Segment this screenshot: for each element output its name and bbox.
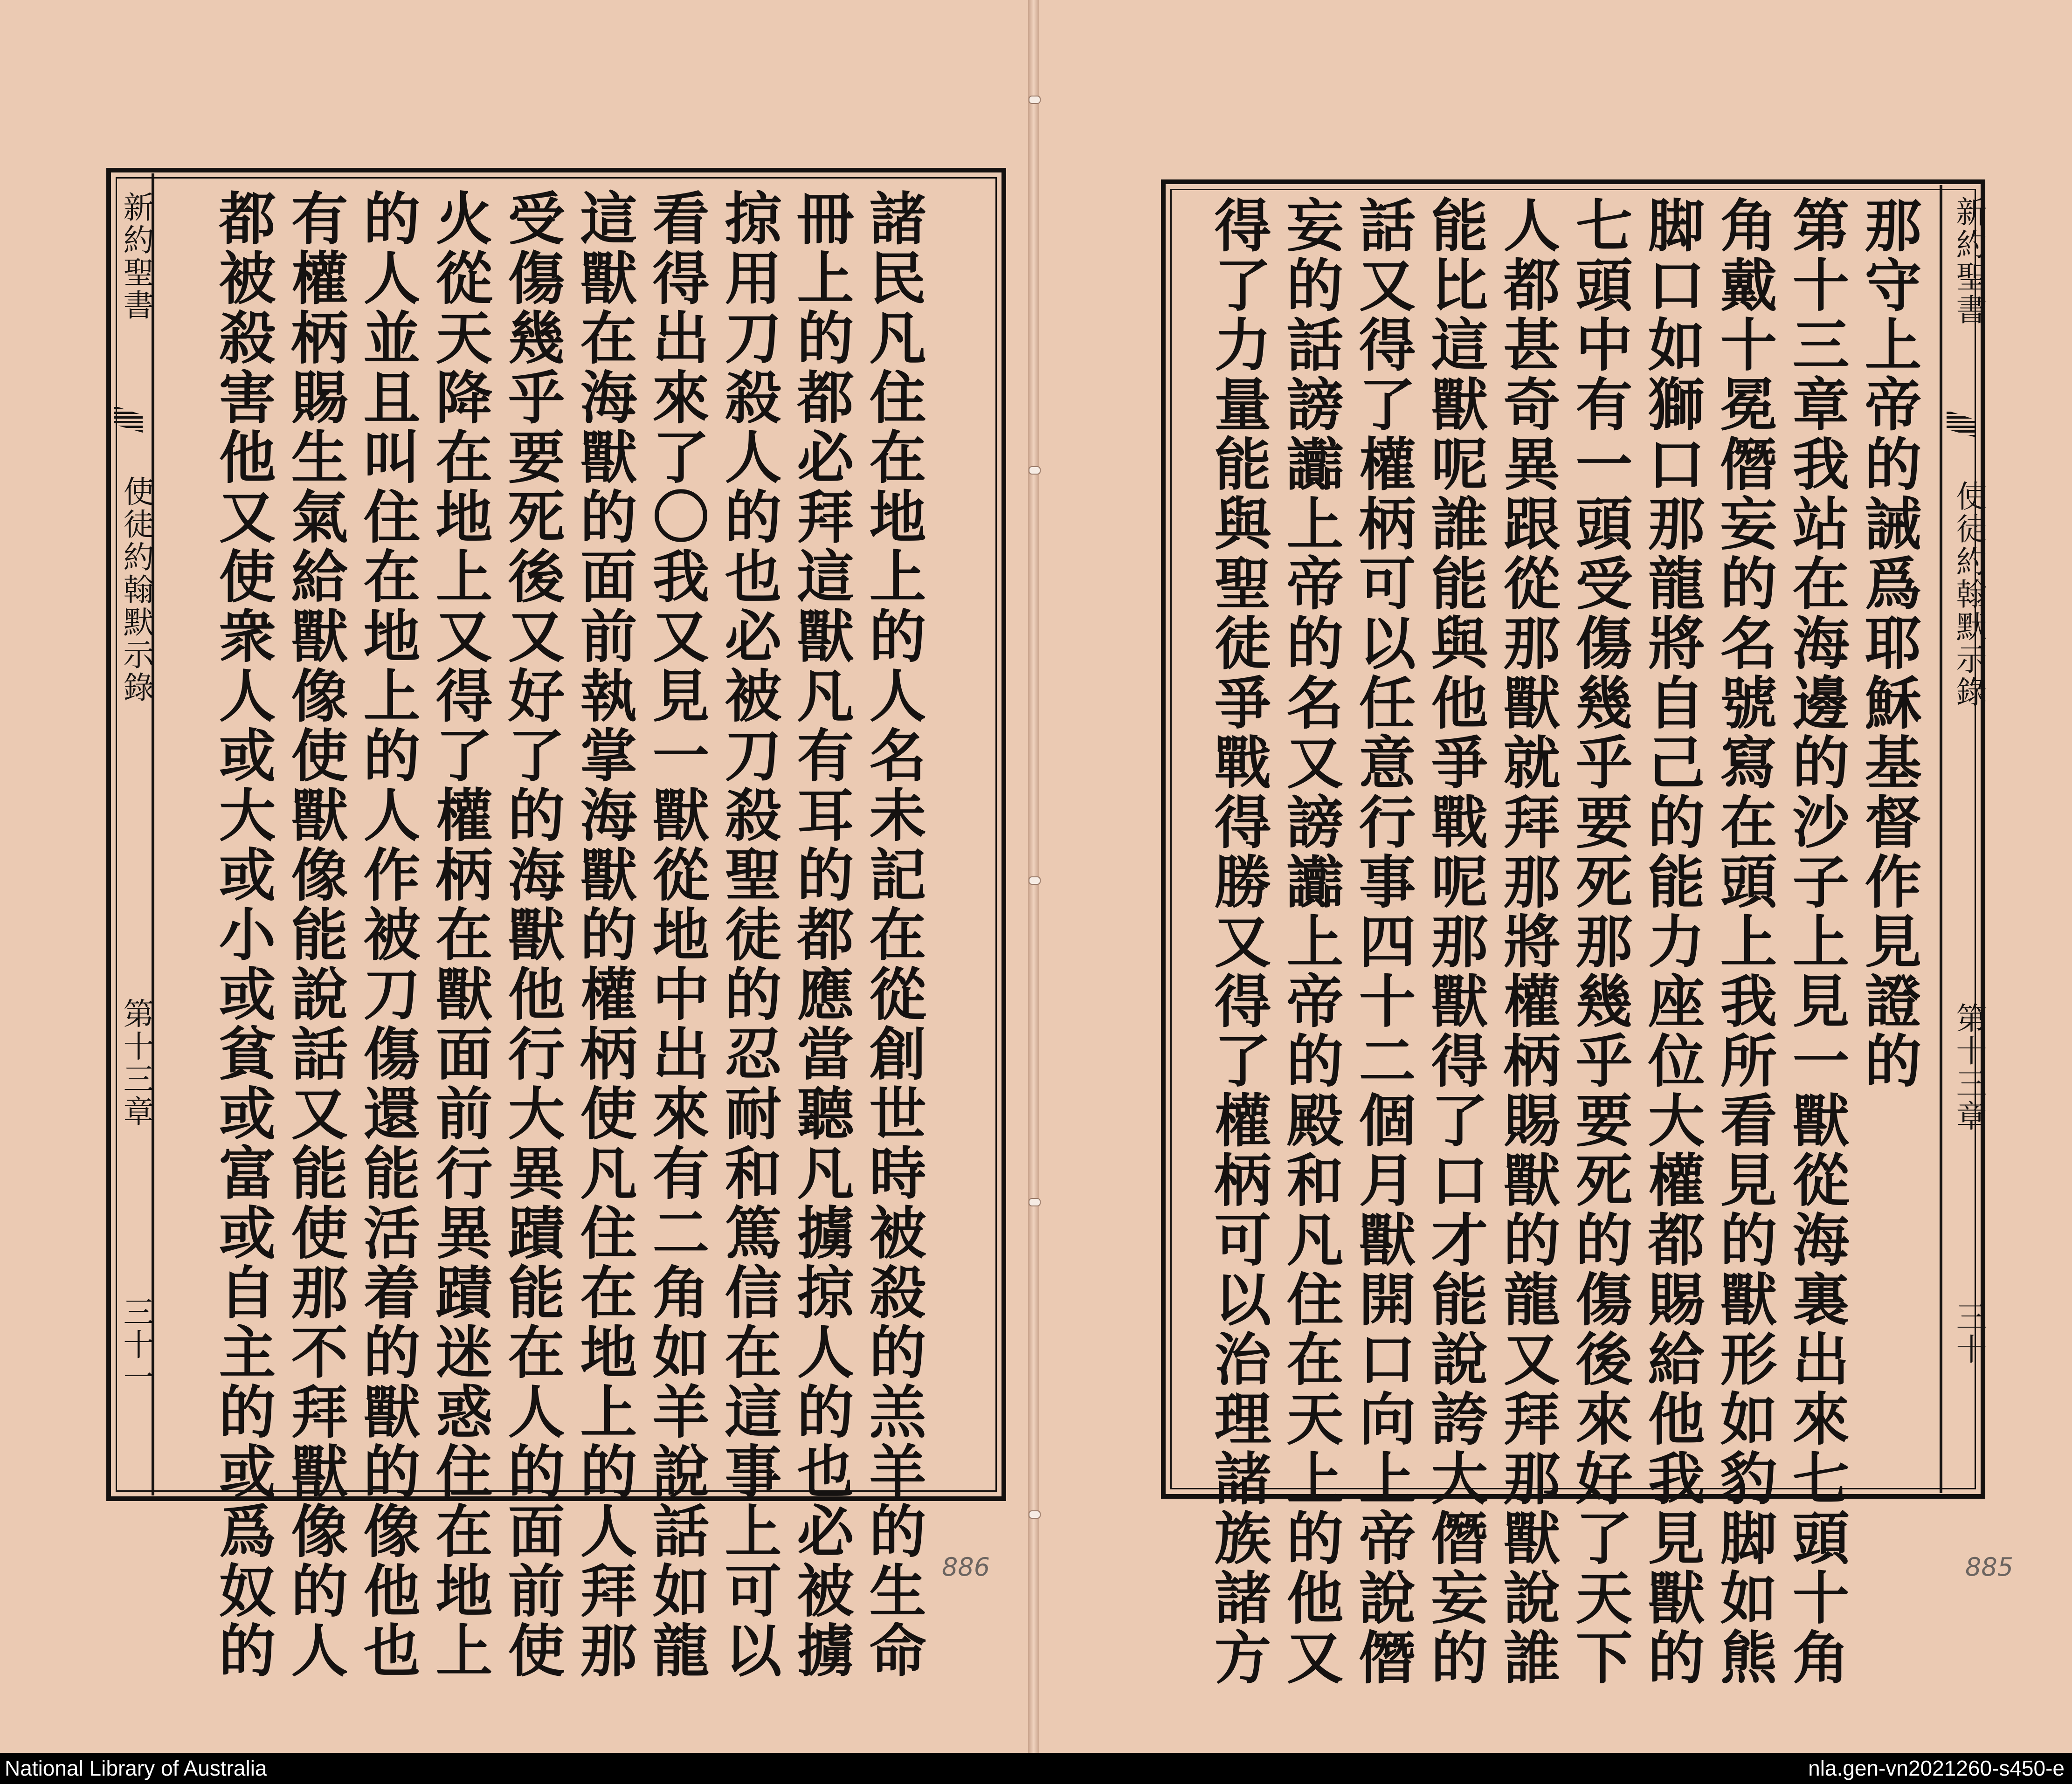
right-header-book: 新約聖書 xyxy=(1951,196,1987,326)
text-column: 這獸在海獸的面前執掌海獸的權柄使凡住在地上的人拜那 xyxy=(571,189,638,1681)
right-header-rule xyxy=(1940,185,1942,1493)
text-column: 火從天降在地上又得了權柄在獸面前行異蹟迷惑住在地上 xyxy=(426,189,493,1681)
binding-stitch xyxy=(1029,466,1041,475)
right-page-number: 三十 xyxy=(1951,1301,1987,1366)
text-column: 冊上的都必拜這獸凡有耳的都應當聽凡擄掠人的也必被擄 xyxy=(787,189,855,1681)
left-header-book: 新約聖書 xyxy=(118,191,154,322)
text-column: 諸民凡住在地上的人名未記在從創世時被殺的羔羊的生命 xyxy=(860,189,927,1681)
handwritten-page-number: 885 xyxy=(1965,1552,2014,1582)
text-column: 七頭中有一頭受傷幾乎要死那幾乎要死的傷後來好了天下 xyxy=(1566,196,1633,1688)
text-column: 有權柄賜生氣給獸像使獸像能說話又能使那不拜獸像的人 xyxy=(282,189,349,1681)
right-header-chapter: 第十三章 xyxy=(1951,1002,1987,1133)
text-column: 妄的話謗讟上帝的名又謗讟上帝的殿和凡住在天上的他又 xyxy=(1277,196,1344,1688)
text-column: 的人並且叫住在地上的人作被刀傷還能活着的獸的像他也 xyxy=(354,189,421,1681)
text-column: 能比這獸呢誰能與他爭戰呢那獸得了口才能說誇大僭妄的 xyxy=(1422,196,1489,1688)
text-column: 受傷幾乎要死後又好了的海獸他行大異蹟能在人的面前使 xyxy=(498,189,566,1681)
text-column: 人都甚奇異跟從那獸就拜那將權柄賜獸的龍又拜那獸說誰 xyxy=(1494,196,1561,1688)
text-column: 脚口如獅口那龍將自己的能力座位大權都賜給他我見獸的 xyxy=(1638,196,1706,1688)
right-header-title: 使徒約翰默示錄 xyxy=(1951,480,1987,709)
footer-bar xyxy=(0,1753,2072,1784)
text-column: 得了力量能與聖徒爭戰得勝又得了權柄可以治理諸族諸方 xyxy=(1205,196,1272,1688)
binding-stitch xyxy=(1029,96,1041,104)
text-column: 話又得了權柄可以任意行事四十二個月獸開口向上帝說僭 xyxy=(1349,196,1416,1688)
binding-stitch xyxy=(1029,1198,1041,1206)
text-column: 角戴十冕僭妄的名號寫在頭上我所看見的獸形如豹脚如熊 xyxy=(1711,196,1778,1688)
left-header-chapter: 第十三章 xyxy=(118,998,154,1128)
text-column: 那守上帝的誡爲耶穌基督作見證的 xyxy=(1855,196,1922,1091)
text-column: 都被殺害他又使衆人或大或小或貧或富或自主的或爲奴的 xyxy=(209,189,276,1681)
text-column: 看得出來了〇我又見一獸從地中出來有二角如羊說話如龍 xyxy=(643,189,710,1681)
left-page-number: 三十一 xyxy=(118,1296,154,1394)
text-column: 掠用刀殺人的也必被刀殺聖徒的忍耐和篤信在這事上可以 xyxy=(715,189,782,1681)
handwritten-page-number: 886 xyxy=(942,1552,990,1582)
left-header-title: 使徒約翰默示錄 xyxy=(118,475,154,704)
library-credit: National Library of Australia xyxy=(5,1756,267,1780)
text-column: 第十三章我站在海邊的沙子上見一獸從海裏出來七頭十角 xyxy=(1783,196,1850,1688)
item-identifier: nla.gen-vn2021260-s450-e xyxy=(1808,1756,2065,1780)
binding-stitch xyxy=(1029,876,1041,885)
binding-stitch xyxy=(1029,1510,1041,1519)
